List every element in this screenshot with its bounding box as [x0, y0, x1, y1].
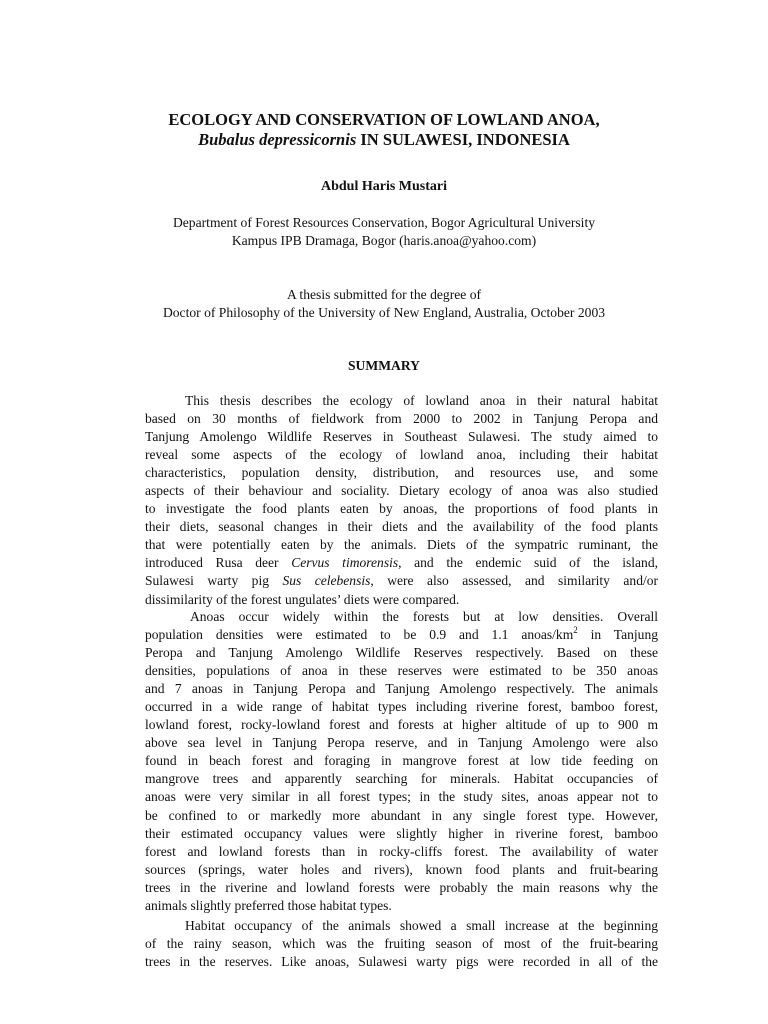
text-line: above sea level in Tanjung Peropa reserve, and in Tanjung Amolengo were also [145, 735, 658, 751]
author-name: Abdul Haris Mustari [320, 179, 447, 194]
summary-paragraph-1 [145, 392, 658, 609]
species-name: Sus celebensis [282, 573, 371, 589]
text-line: found in beach forest and foraging in mangrove forest at low tide feeding on [145, 753, 658, 769]
text-line: and 7 anoas in Tanjung Peropa and Tanjung Amolengo respectively. The animals [145, 681, 658, 697]
title-line-1: ECOLOGY AND CONSERVATION OF LOWLAND ANOA, [168, 110, 600, 129]
text-line: Sulawesi warty pig Sus celebensis, were also assessed, and similarity and/or [145, 573, 659, 589]
text-line: based on 30 months of fieldwork from 2000 to 2002 in Tanjung Peropa and [145, 411, 658, 427]
text-line: This thesis describes the ecology of lowland anoa in their natural habitat [185, 393, 658, 408]
text-line: their diets, seasonal changes in their diets and the availability of the food plants [145, 519, 658, 535]
text-line: dissimilarity of the forest ungulates’ diets were compared. [145, 591, 460, 607]
text-line: lowland forest, rocky-lowland forest and forests at higher altitude of up to 900 m [145, 717, 658, 733]
text-line: forest and lowland forests than in rocky-cliffs forest. The availability of water [145, 843, 658, 859]
text-line: aspects of their behaviour and sociality. Dietary ecology of anoa was also studied [145, 483, 658, 499]
text-line: anoas were very similar in all forest types; in the study sites, anoas appear not to [145, 789, 658, 805]
thesis-statement-line-2: Doctor of Philosophy of the University of New England, Australia, October 2003 [162, 305, 606, 320]
affiliation-line-1: Department of Forest Resources Conservation, Bogor Agricultural University [172, 215, 596, 230]
text-line: Tanjung Amolengo Wildlife Reserves in Southeast Sulawesi. The study aimed to [145, 429, 658, 445]
species-name: Cervus timorensis [291, 555, 399, 571]
text-line: population densities were estimated to be 0.9 and 1.1 anoas/$km^2$ in Tanjung [145, 625, 658, 643]
text-line: mangrove trees and apparently searching for minerals. Habitat occupancies of [145, 771, 658, 787]
text-line: Peropa and Tanjung Amolengo Wildlife Reserves respectively. Based on these [145, 645, 658, 661]
text-line: trees in the reserves. Like anoas, Sulawesi warty pigs were recorded in all of the [145, 954, 658, 970]
text-line: reveal some aspects of the ecology of lowland anoa, including their habitat [145, 447, 658, 463]
summary-paragraph-2 [145, 608, 658, 915]
title-line-2 [0, 130, 768, 150]
text-line: that were potentially eaten by the animals. Diets of the sympatric ruminant, the [145, 537, 658, 553]
species-name: Bubalus depressicornis [198, 130, 357, 149]
text-line: of the rainy season, which was the fruiting season of most of the fruit-bearing [145, 936, 658, 952]
affiliation-line-2: Kampus IPB Dramaga, Bogor (haris.anoa@yahoo.com) [231, 233, 537, 248]
summary-paragraph-3 [145, 917, 658, 971]
title-line-2-rest: IN SULAWESI, INDONESIA [356, 130, 570, 149]
text-line: characteristics, population density, distribution, and resources use, and some [145, 465, 658, 481]
summary-heading: SUMMARY [347, 358, 420, 373]
text-line: sources (springs, water holes and rivers), known food plants and fruit-bearing [145, 861, 658, 877]
text-line: Anoas occur widely within the forests but at low densities. Overall [190, 609, 658, 624]
text-line: trees in the riverine and lowland forests were probably the main reasons why the [145, 879, 658, 895]
text-line: occurred in a wide range of habitat types including riverine forest, bamboo forest, [145, 699, 658, 715]
text-line: to investigate the food plants eaten by anoas, the proportions of food plants in [145, 501, 658, 517]
text-line: Habitat occupancy of the animals showed a small increase at the beginning [185, 918, 658, 933]
text-line: their estimated occupancy values were slightly higher in riverine forest, bamboo [145, 825, 658, 841]
text-line: be confined to or markedly more abundant in any single forest type. However, [145, 807, 658, 823]
text-line: animals slightly preferred those habitat types. [145, 897, 392, 913]
superscript: 2 [573, 625, 578, 636]
thesis-statement-line-1: A thesis submitted for the degree of [286, 287, 482, 302]
text-line: densities, populations of anoa in these reserves were estimated to be 350 anoas [145, 663, 658, 679]
text-line: introduced Rusa deer Cervus timorensis, and the endemic suid of the island, [145, 555, 658, 571]
